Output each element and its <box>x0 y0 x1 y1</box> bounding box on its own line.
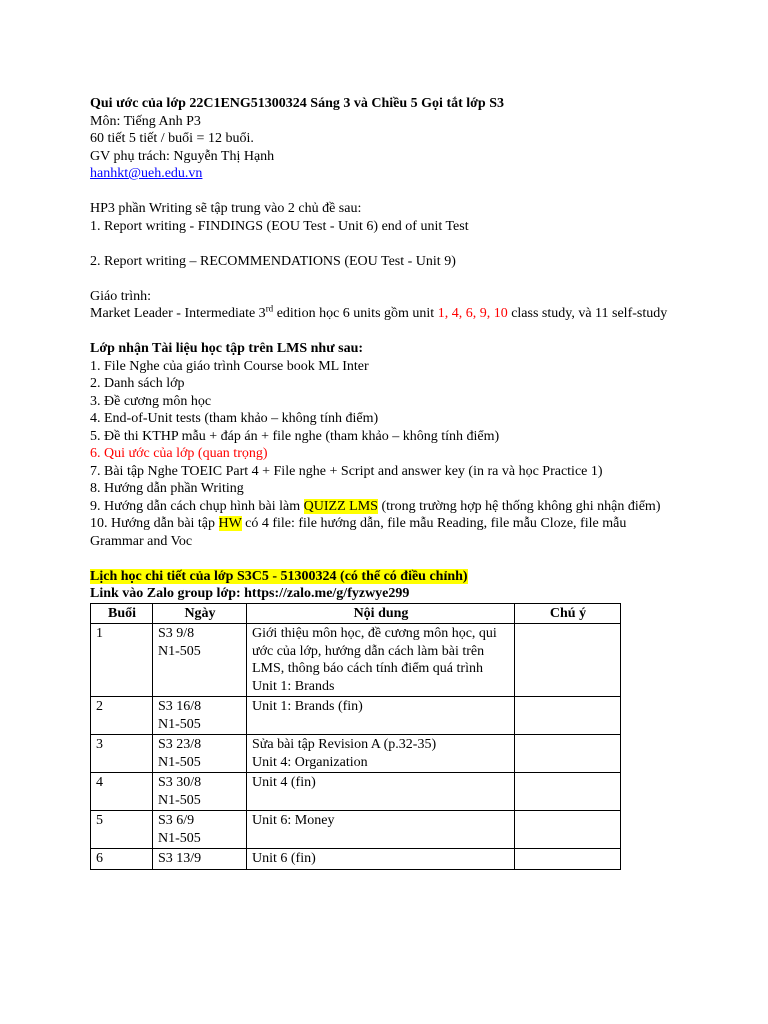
col-header-session: Buổi <box>91 603 153 624</box>
session-cell: 3 <box>91 735 153 773</box>
table-row <box>91 811 621 849</box>
lms-item-1: 1. File Nghe của giáo trình Course book ML Inter <box>90 358 369 374</box>
lms-item-4: 4. End-of-Unit tests (tham khảo – không tính điểm) <box>90 411 379 426</box>
content-cell: Sửa bài tập Revision A (p.32-35) Unit 4: Organization <box>247 735 515 773</box>
periods-line: 60 tiết 5 tiết / buổi = 12 buổi. <box>90 131 254 146</box>
textbook-units: 1, 4, 6, 9, 10 <box>437 306 508 321</box>
date-cell: S3 23/8 N1-505 <box>153 735 247 773</box>
schedule-heading: Lịch học chi tiết của lớp S3C5 - 51300324 (có thể có điều chỉnh) <box>90 568 468 584</box>
lms-item-3: 3. Đề cương môn học <box>90 393 212 409</box>
date-cell: S3 6/9 N1-505 <box>153 811 247 849</box>
teacher-email-link[interactable]: hanhkt@ueh.edu.vn <box>90 166 203 181</box>
content-cell: Unit 1: Brands (fin) <box>247 697 515 735</box>
content-cell: Unit 6 (fin) <box>247 849 515 870</box>
date-cell: S3 13/9 <box>153 849 247 870</box>
session-cell: 6 <box>91 849 153 870</box>
session-cell: 2 <box>91 697 153 735</box>
textbook-label: Giáo trình: <box>90 288 152 304</box>
lms-item-9: 9. Hướng dẫn cách chụp hình bài làm QUIZZ LMS (trong trường hợp hệ thống không ghi nhận điểm) <box>90 498 661 514</box>
lms-item-5: 5. Đề thi KTHP mẫu + đáp án + file nghe (tham khảo – không tính điểm) <box>90 428 500 444</box>
date-cell: S3 9/8 N1-505 <box>153 624 247 697</box>
note-cell <box>515 773 621 811</box>
table-row <box>91 624 621 697</box>
note-cell <box>515 697 621 735</box>
teacher-line: GV phụ trách: Nguyễn Thị Hạnh <box>90 148 275 164</box>
schedule-table <box>90 603 621 870</box>
note-cell <box>515 624 621 697</box>
textbook-description: Market Leader - Intermediate 3rd edition học 6 units gồm unit 1, 4, 6, 9, 10 class study, và 11 self-study <box>90 303 668 321</box>
quizz-lms-highlight: QUIZZ LMS <box>303 498 378 514</box>
note-cell <box>515 811 621 849</box>
lms-heading: Lớp nhận Tài liệu học tập trên LMS như sau: <box>90 341 364 356</box>
lms-item-2: 2. Danh sách lớp <box>90 376 185 391</box>
document-page <box>90 95 680 870</box>
date-cell: S3 16/8 N1-505 <box>153 697 247 735</box>
writing-topic-1: 1. Report writing - FINDINGS (EOU Test - Unit 6) end of unit Test <box>90 218 469 234</box>
table-row <box>91 735 621 773</box>
note-cell <box>515 735 621 773</box>
session-cell: 1 <box>91 624 153 697</box>
table-row <box>91 697 621 735</box>
lms-item-7: 7. Bài tập Nghe TOEIC Part 4 + File nghe + Script and answer key (in ra và học Practice 1) <box>90 463 603 479</box>
col-header-note: Chú ý <box>515 603 621 624</box>
date-cell: S3 30/8 N1-505 <box>153 773 247 811</box>
col-header-content: Nội dung <box>247 603 515 624</box>
content-cell: Unit 4 (fin) <box>247 773 515 811</box>
zalo-link-line: Link vào Zalo group lớp: https://zalo.me/g/fyzwye299 <box>90 586 410 601</box>
content-cell: Unit 6: Money <box>247 811 515 849</box>
session-cell: 4 <box>91 773 153 811</box>
writing-intro: HP3 phần Writing sẽ tập trung vào 2 chủ đề sau: <box>90 201 362 216</box>
lms-item-10: 10. Hướng dẫn bài tập HW có 4 file: file hướng dẫn, file mẫu Reading, file mẫu Cloze, file mẫu Grammar and Voc <box>90 516 627 549</box>
table-row <box>91 849 621 870</box>
lms-item-6: 6. Qui ước của lớp (quan trọng) <box>90 446 268 461</box>
col-header-date: Ngày <box>153 603 247 624</box>
schedule-header-row <box>91 603 621 624</box>
table-row <box>91 773 621 811</box>
subject-line: Môn: Tiếng Anh P3 <box>90 113 201 129</box>
note-cell <box>515 849 621 870</box>
hw-highlight: HW <box>218 516 242 531</box>
document-title: Qui ước của lớp 22C1ENG51300324 Sáng 3 và Chiều 5 Gọi tắt lớp S3 <box>90 96 504 111</box>
writing-topic-2: 2. Report writing – RECOMMENDATIONS (EOU Test - Unit 9) <box>90 253 456 269</box>
lms-item-8: 8. Hướng dẫn phần Writing <box>90 481 244 496</box>
content-cell: Giới thiệu môn học, đề cương môn học, qui ước của lớp, hướng dẫn cách làm bài trên LMS, thông báo cách tính điểm quá trình Unit 1: Brands <box>247 624 515 697</box>
session-cell: 5 <box>91 811 153 849</box>
